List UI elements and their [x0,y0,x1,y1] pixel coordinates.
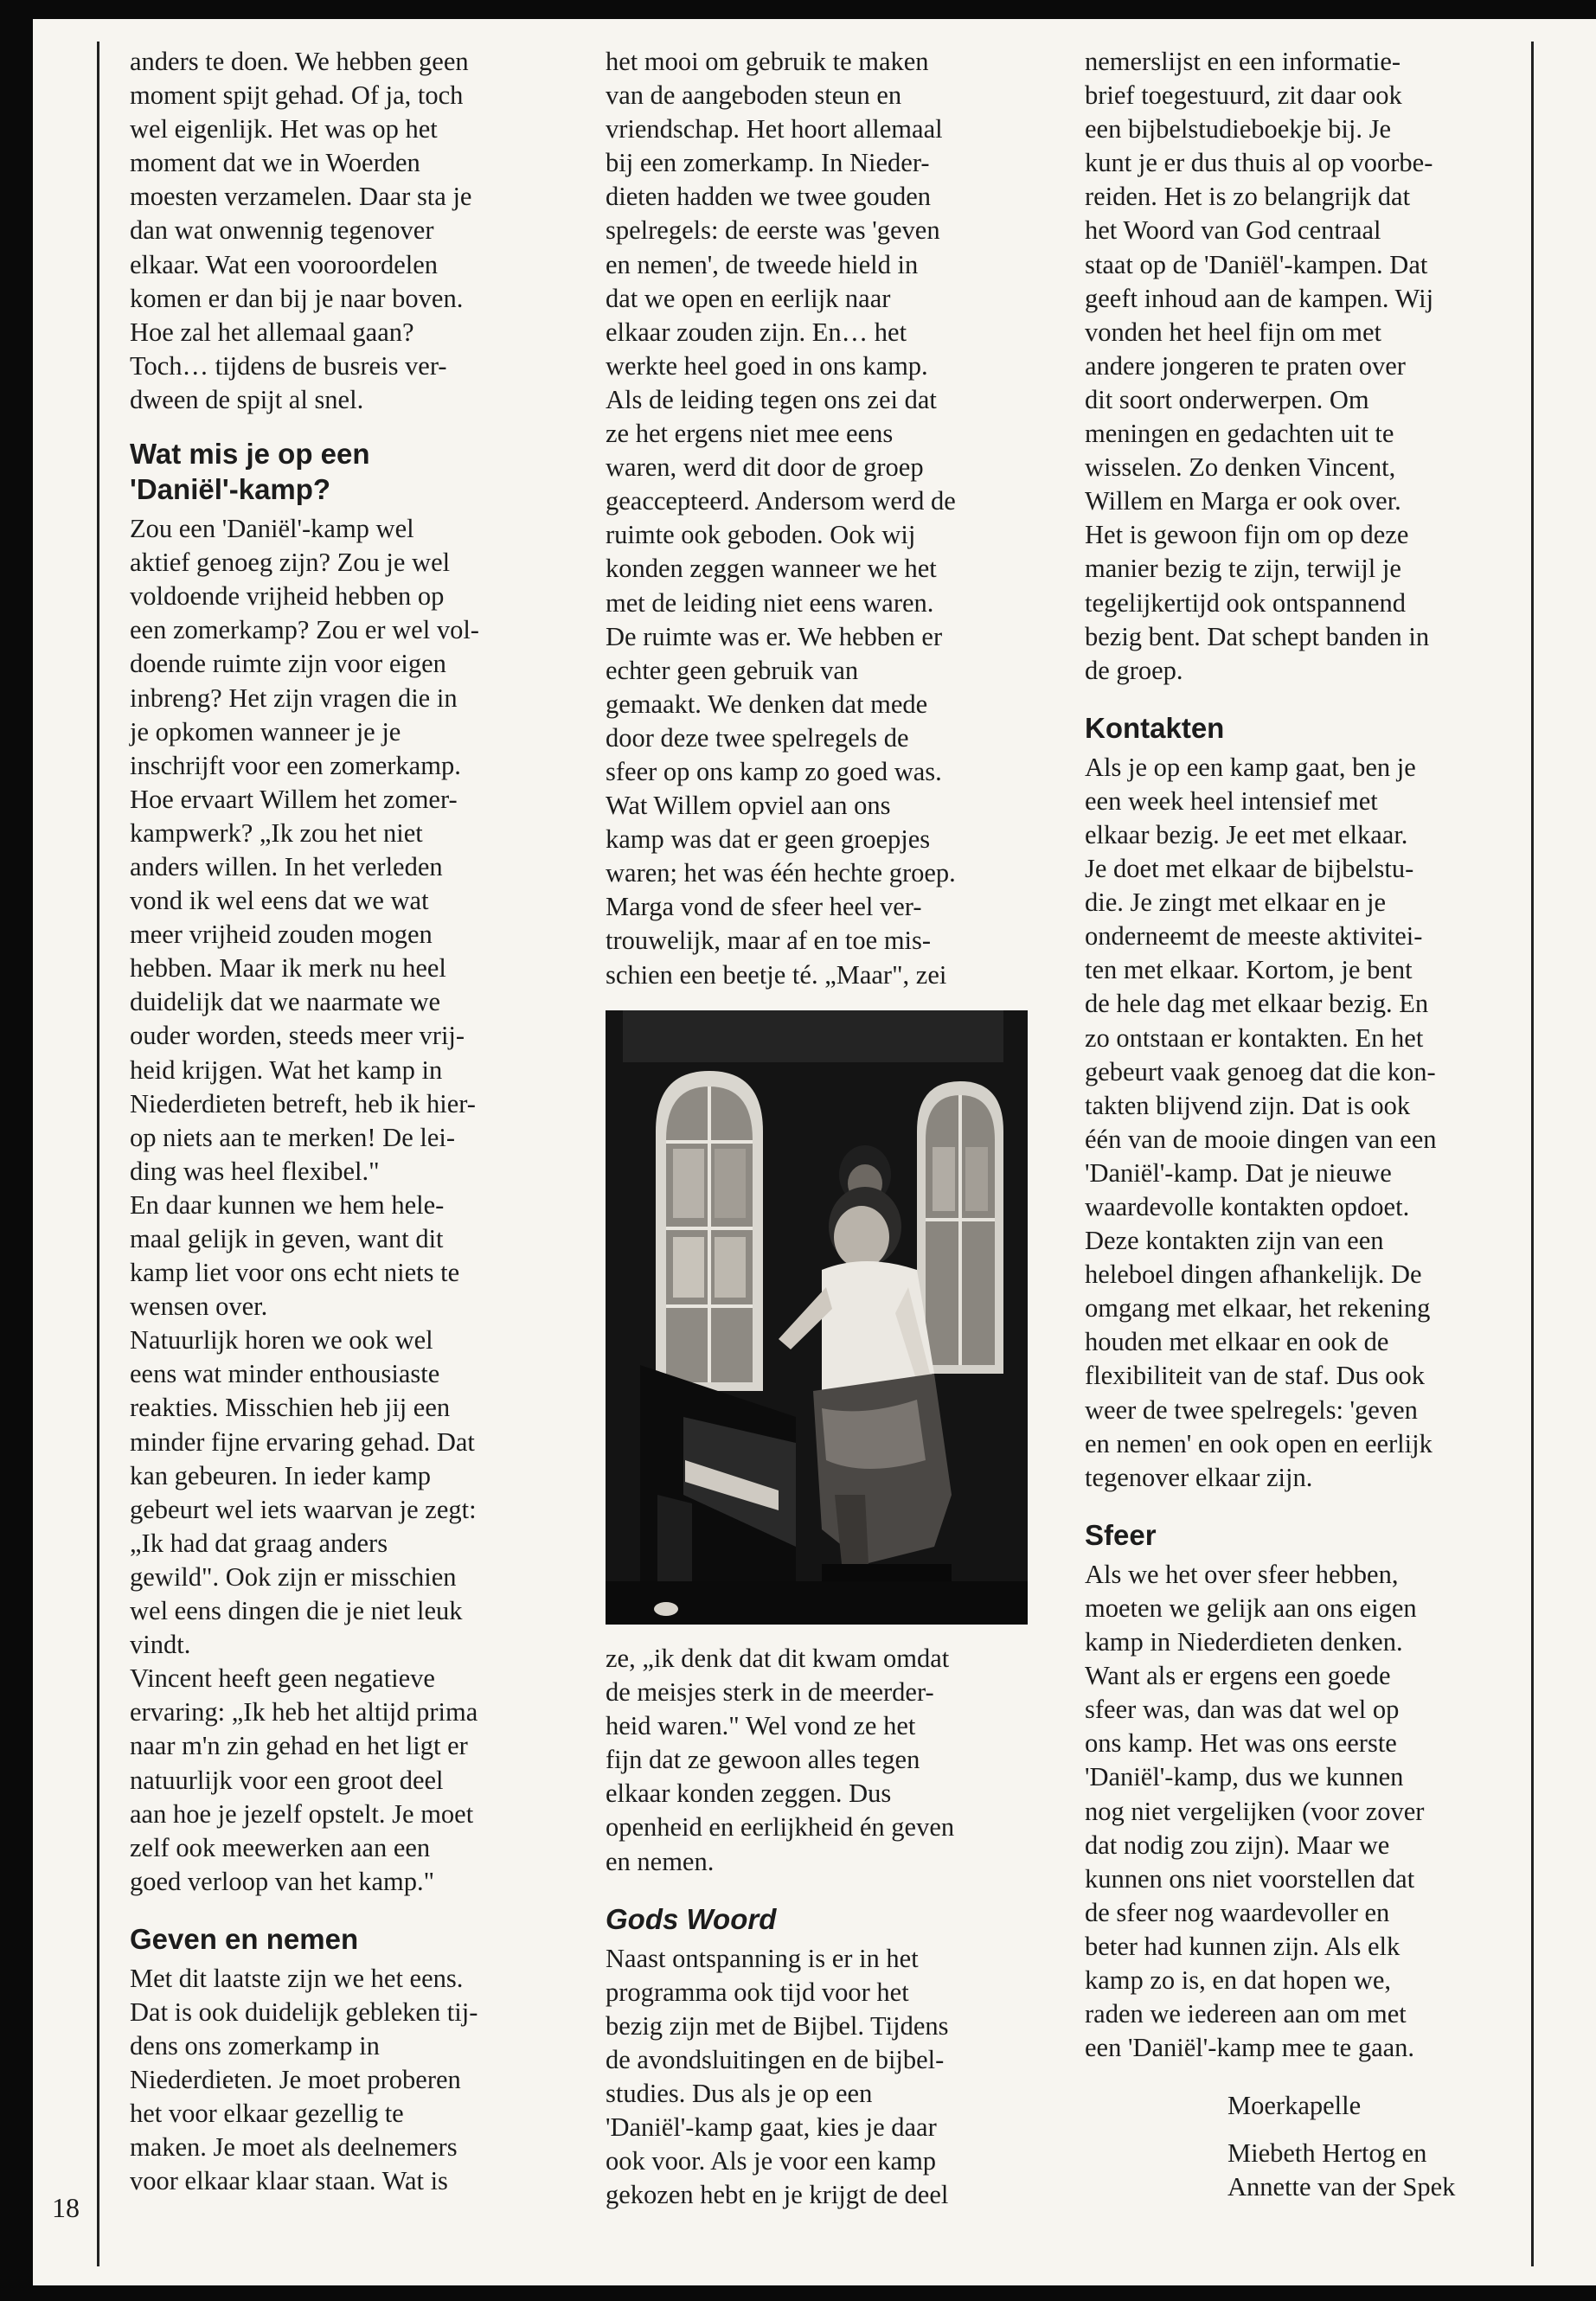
page-number: 18 [52,2192,80,2223]
col1-section2 [130,1962,545,2199]
heading-wat-mis-je [130,436,545,507]
text-line: anders te doen. We hebben geen [130,47,469,76]
text-line: anders willen. In het verleden [130,851,443,881]
text-line: Dat is ook duidelijk gebleken tij- [130,1997,478,2027]
text-line: weer de twee spelregels: 'geven [1085,1394,1418,1425]
text-line: trouwelijk, maar af en toe mis- [606,926,932,956]
text-line: voor elkaar klaar staan. Wat is [130,2166,448,2196]
text-line: en nemen. [606,1846,715,1876]
text-line: kunnen ons niet voorstellen dat [1085,1863,1415,1894]
text-line: het voor elkaar gezellig te [130,2099,404,2129]
text-line: dat nodig zou zijn). Maar we [1085,1830,1390,1860]
text-line: Je doet met elkaar de bijbelstu- [1085,854,1414,884]
text-line: kamp in Niederdieten denken. [1085,1627,1403,1657]
scan-border-left [0,0,33,2301]
text-line: geaccepteerd. Andersom werd de [606,486,956,516]
text-line: studies. Dus als je op een [606,2079,873,2109]
heading-gods-woord: Gods Woord [606,1902,777,1935]
text-line: onderneemt de meeste aktivitei- [1085,921,1423,952]
text-line: met de leiding niet eens waren. [606,587,934,618]
text-line: de avondsluitingen en de bijbel- [606,2044,945,2074]
text-line: aan hoe je jezelf opstelt. Je moet [130,1798,474,1829]
text-line: Als je op een kamp gaat, ben je [1085,752,1416,782]
text-line: goed verloop van het kamp." [130,1866,435,1896]
text-line: sfeer op ons kamp zo goed was. [606,756,942,786]
text-line: je opkomen wanneer je je [130,716,401,747]
photo-piano-graphic [606,1010,1028,1625]
text-line: fijn dat ze gewoon alles tegen [606,1745,920,1775]
text-line: kunt je er dus thuis al op voorbe- [1085,148,1433,178]
column-3 [1085,45,1517,2204]
window-right [917,1081,1003,1374]
text-line: wisselen. Zo denken Vincent, [1085,452,1396,483]
heading-sfeer: Sfeer [1085,1518,1157,1551]
signature-authors: Annette van der Spek [1227,2172,1456,2202]
col3-section4 [1085,751,1517,1495]
text-line: omgang met elkaar, het rekening [1085,1293,1431,1324]
text-line: wel eens dingen die je niet leuk [130,1596,463,1626]
text-line: hebben. Maar ik merk nu heel [130,953,446,984]
text-line: programma ook tijd voor het [606,1977,909,2007]
text-line: gebeurt vaak genoeg dat die kon- [1085,1056,1436,1086]
text-line: „Ik had dat graag anders [130,1528,388,1558]
text-line: en nemen' en ook open en eerlijk [1085,1428,1433,1458]
text-line: Als we het over sfeer hebben, [1085,1559,1399,1589]
text-line: Want als er ergens een goede [1085,1661,1391,1691]
text-line: flexibiliteit van de staf. Dus ook [1085,1361,1426,1391]
text-line: naar m'n zin gehad en het ligt er [130,1731,468,1761]
text-line: een zomerkamp? Zou er wel vol- [130,615,479,645]
text-line: inbreng? Het zijn vragen die in [130,683,458,713]
text-line: Het is gewoon fijn om op deze [1085,520,1409,550]
scan-border-top [0,0,1596,19]
text-line: moment dat we in Woerden [130,148,420,178]
text-line: schien een beetje té. „Maar", zei [606,959,947,990]
text-line: ook voor. Als je voor een kamp [606,2146,937,2176]
text-line: zelf ook meewerken aan een [130,1832,431,1862]
text-line: en nemen', de tweede hield in [606,249,919,279]
text-line: elkaar. Wat een vooroordelen [130,249,439,279]
text-line: raden we iedereen aan om met [1085,1999,1407,2029]
text-line: moeten we gelijk aan ons eigen [1085,1593,1417,1623]
text-line: één van de mooie dingen van een [1085,1124,1437,1154]
text-line: kan gebeuren. In ieder kamp [130,1460,432,1490]
text-line: Met dit laatste zijn we het eens. [130,1963,464,1993]
text-line: sfeer was, dan was dat wel op [1085,1695,1400,1725]
text-line: van de aangeboden steun en [606,80,902,111]
column-1 [130,45,545,2199]
scan-border-bottom [0,2285,1596,2301]
text-line: reiden. Het is zo belangrijk dat [1085,182,1411,212]
window-left [656,1071,763,1391]
signature [1227,2089,1517,2204]
text-line: ouder worden, steeds meer vrij- [130,1021,465,1051]
text-line: gekozen hebt en je krijgt de deel [606,2180,949,2210]
text-line: waren, werd dit door de groep [606,452,924,483]
text-line: bij een zomerkamp. In Nieder- [606,148,930,178]
column-2 [606,45,1038,992]
text-line: dan wat onwennig tegenover [130,215,434,246]
text-line: Deze kontakten zijn van een [1085,1226,1384,1256]
text-line: een week heel intensief met [1085,785,1378,816]
text-line: inschrijft voor een zomerkamp. [130,750,461,780]
text-line: ruimte ook geboden. Ook wij [606,520,916,550]
text-line: echter geen gebruik van [606,655,859,685]
text-line: openheid en eerlijkheid én geven [606,1812,955,1843]
text-line: aktief genoeg zijn? Zou je wel [130,548,451,578]
text-line: door deze twee spelregels de [606,722,909,753]
heading-line: Wat mis je op een [130,438,370,471]
text-line: werkte heel goed in ons kamp. [606,350,928,381]
text-line: een bijbelstudieboekje bij. Je [1085,114,1392,144]
text-line: moesten verzamelen. Daar sta je [130,182,472,212]
text-line: de groep. [1085,655,1183,685]
text-line: 'Daniël'-kamp gaat, kies je daar [606,2112,937,2143]
text-line: vond ik wel eens dat we wat [130,886,429,916]
text-line: ze het ergens niet mee eens [606,419,894,449]
text-line: bezig bent. Dat schept banden in [1085,621,1430,651]
text-line: Vincent heeft geen negatieve [130,1663,435,1694]
text-line: 'Daniël'-kamp, dus we kunnen [1085,1762,1404,1792]
text-line: Marga vond de sfeer heel ver- [606,892,922,922]
text-line: wel eigenlijk. Het was op het [130,114,438,144]
text-line: dieten hadden we twee gouden [606,182,932,212]
text-line: staat op de 'Daniël'-kampen. Dat [1085,249,1428,279]
text-line: kamp liet voor ons echt niets te [130,1258,460,1288]
text-line: nog niet vergelijken (voor zover [1085,1796,1425,1826]
text-line: spelregels: de eerste was 'geven [606,215,940,246]
text-line: meningen en gedachten uit te [1085,419,1394,449]
text-line: vriendschap. Het hoort allemaal [606,114,943,144]
text-line: duidelijk dat we naarmate we [130,987,441,1017]
text-line: op niets aan te merken! De lei- [130,1122,456,1152]
text-line: dens ons zomerkamp in [130,2031,380,2061]
text-line: minder fijne ervaring gehad. Dat [130,1426,475,1457]
signature-place: Moerkapelle [1227,2091,1362,2121]
text-line: En daar kunnen we hem hele- [130,1189,445,1220]
text-line: Hoe ervaart Willem het zomer- [130,784,458,814]
text-line: de meisjes sterk in de meerder- [606,1677,934,1708]
text-line: maken. Je moet als deelnemers [130,2132,458,2163]
text-line: natuurlijk voor een groot deel [130,1765,444,1795]
text-line: ding was heel flexibel." [130,1156,380,1186]
col3-top [1085,45,1517,688]
text-line: Zou een 'Daniël'-kamp wel [130,514,414,544]
text-line: doende ruimte zijn voor eigen [130,649,446,679]
text-line: Willem en Marga er ook over. [1085,486,1401,516]
text-line: het Woord van God centraal [1085,215,1381,246]
column-2-bottom [606,1642,1038,2212]
text-line: reakties. Misschien heb jij een [130,1393,451,1423]
text-line: ons kamp. Het was ons eerste [1085,1728,1397,1759]
text-line: 'Daniël'-kamp. Dat je nieuwe [1085,1157,1392,1188]
text-line: Als de leiding tegen ons zei dat [606,384,937,414]
text-line: ze, „ik denk dat dit kwam omdat [606,1644,950,1673]
col1-section1 [130,512,545,1899]
col3-section5 [1085,1558,1517,2065]
text-line: heleboel dingen afhankelijk. De [1085,1259,1422,1290]
text-line: elkaar zouden zijn. En… het [606,317,907,347]
text-line: geeft inhoud aan de kampen. Wij [1085,283,1434,313]
text-line: tegelijkertijd ook ontspannend [1085,587,1407,618]
text-line: kampwerk? „Ik zou het niet [130,817,423,848]
heading-line: 'Daniël'-kamp? [130,473,331,506]
text-line: komen er dan bij je naar boven. [130,283,464,313]
text-line: maal gelijk in geven, want dit [130,1224,444,1253]
text-line: heid waren." Wel vond ze het [606,1711,916,1741]
text-line: bezig zijn met de Bijbel. Tijdens [606,2010,949,2041]
text-line: takten blijvend zijn. Dat is ook [1085,1090,1411,1120]
text-line: Naast ontspanning is er in het [606,1943,919,1973]
text-line: gemaakt. We denken dat mede [606,689,928,719]
text-line: Toch… tijdens de busreis ver- [130,350,447,381]
column-rule-right [1531,42,1534,2266]
text-line: wensen over. [130,1292,268,1322]
col2-section3 [606,1942,1038,2213]
text-line: de sfeer nog waardevoller en [1085,1897,1390,1927]
text-line: zo ontstaan er kontakten. En het [1085,1022,1424,1053]
text-line: gebeurt wel iets waarvan je zegt: [130,1494,477,1524]
heading-kontakten: Kontakten [1085,711,1225,744]
text-line: houden met elkaar en ook de [1085,1327,1389,1357]
text-line: nemerslijst en een informatie- [1085,47,1401,76]
text-line: moment spijt gehad. Of ja, toch [130,80,464,111]
heading-geven-en-nemen: Geven en nemen [130,1922,359,1955]
text-line: het mooi om gebruik te maken [606,47,929,76]
col2-top [606,45,1038,992]
text-line: een 'Daniël'-kamp mee te gaan. [1085,2033,1415,2063]
text-line: elkaar konden zeggen. Dus [606,1779,892,1809]
text-line: Wat Willem opviel aan ons [606,791,891,821]
text-line: Natuurlijk horen we ook wel [130,1325,433,1356]
text-line: gewild". Ook zijn er misschien [130,1561,457,1592]
text-line: konden zeggen wanneer we het [606,554,937,584]
text-line: voldoende vrijheid hebben op [130,581,445,612]
col2-bottom [606,1642,1038,1879]
col1-intro [130,45,545,417]
text-line: waardevolle kontakten opdoet. [1085,1192,1410,1221]
text-line: eens wat minder enthousiaste [130,1359,440,1389]
column-rule-left [97,42,99,2266]
text-line: brief toegestuurd, zit daar ook [1085,80,1402,111]
text-line: de hele dag met elkaar bezig. En [1085,989,1429,1019]
text-line: meer vrijheid zouden mogen [130,920,433,950]
text-line: manier bezig te zijn, terwijl je [1085,554,1401,584]
text-line: andere jongeren te praten over [1085,350,1406,381]
text-line: Hoe zal het allemaal gaan? [130,317,414,347]
text-line: heid krijgen. Wat het kamp in [130,1054,443,1085]
text-line: vindt. [130,1630,191,1660]
text-line: kamp was dat er geen groepjes [606,824,931,855]
text-line: Niederdieten. Je moet proberen [130,2065,461,2095]
signature-authors: Miebeth Hertog en [1227,2138,1427,2169]
text-line: die. Je zingt met elkaar en je [1085,888,1387,918]
text-line: beter had kunnen zijn. Als elk [1085,1931,1401,1961]
text-line: De ruimte was er. We hebben er [606,621,943,651]
text-line: vonden het heel fijn om met [1085,317,1382,347]
text-line: waren; het was één hechte groep. [606,858,956,888]
text-line: elkaar bezig. Je eet met elkaar. [1085,819,1408,849]
text-line: ervaring: „Ik heb het altijd prima [130,1697,478,1727]
text-line: dat we open en eerlijk naar [606,283,891,313]
text-line: Niederdieten betreft, heb ik hier- [130,1088,476,1118]
text-line: ten met elkaar. Kortom, je bent [1085,955,1413,985]
text-line: dit soort onderwerpen. Om [1085,384,1369,414]
text-line: tegenover elkaar zijn. [1085,1462,1313,1492]
text-line: dween de spijt al snel. [130,384,364,414]
photo-piano [606,1010,1028,1625]
text-line: kamp zo is, en dat hopen we, [1085,1965,1392,1995]
